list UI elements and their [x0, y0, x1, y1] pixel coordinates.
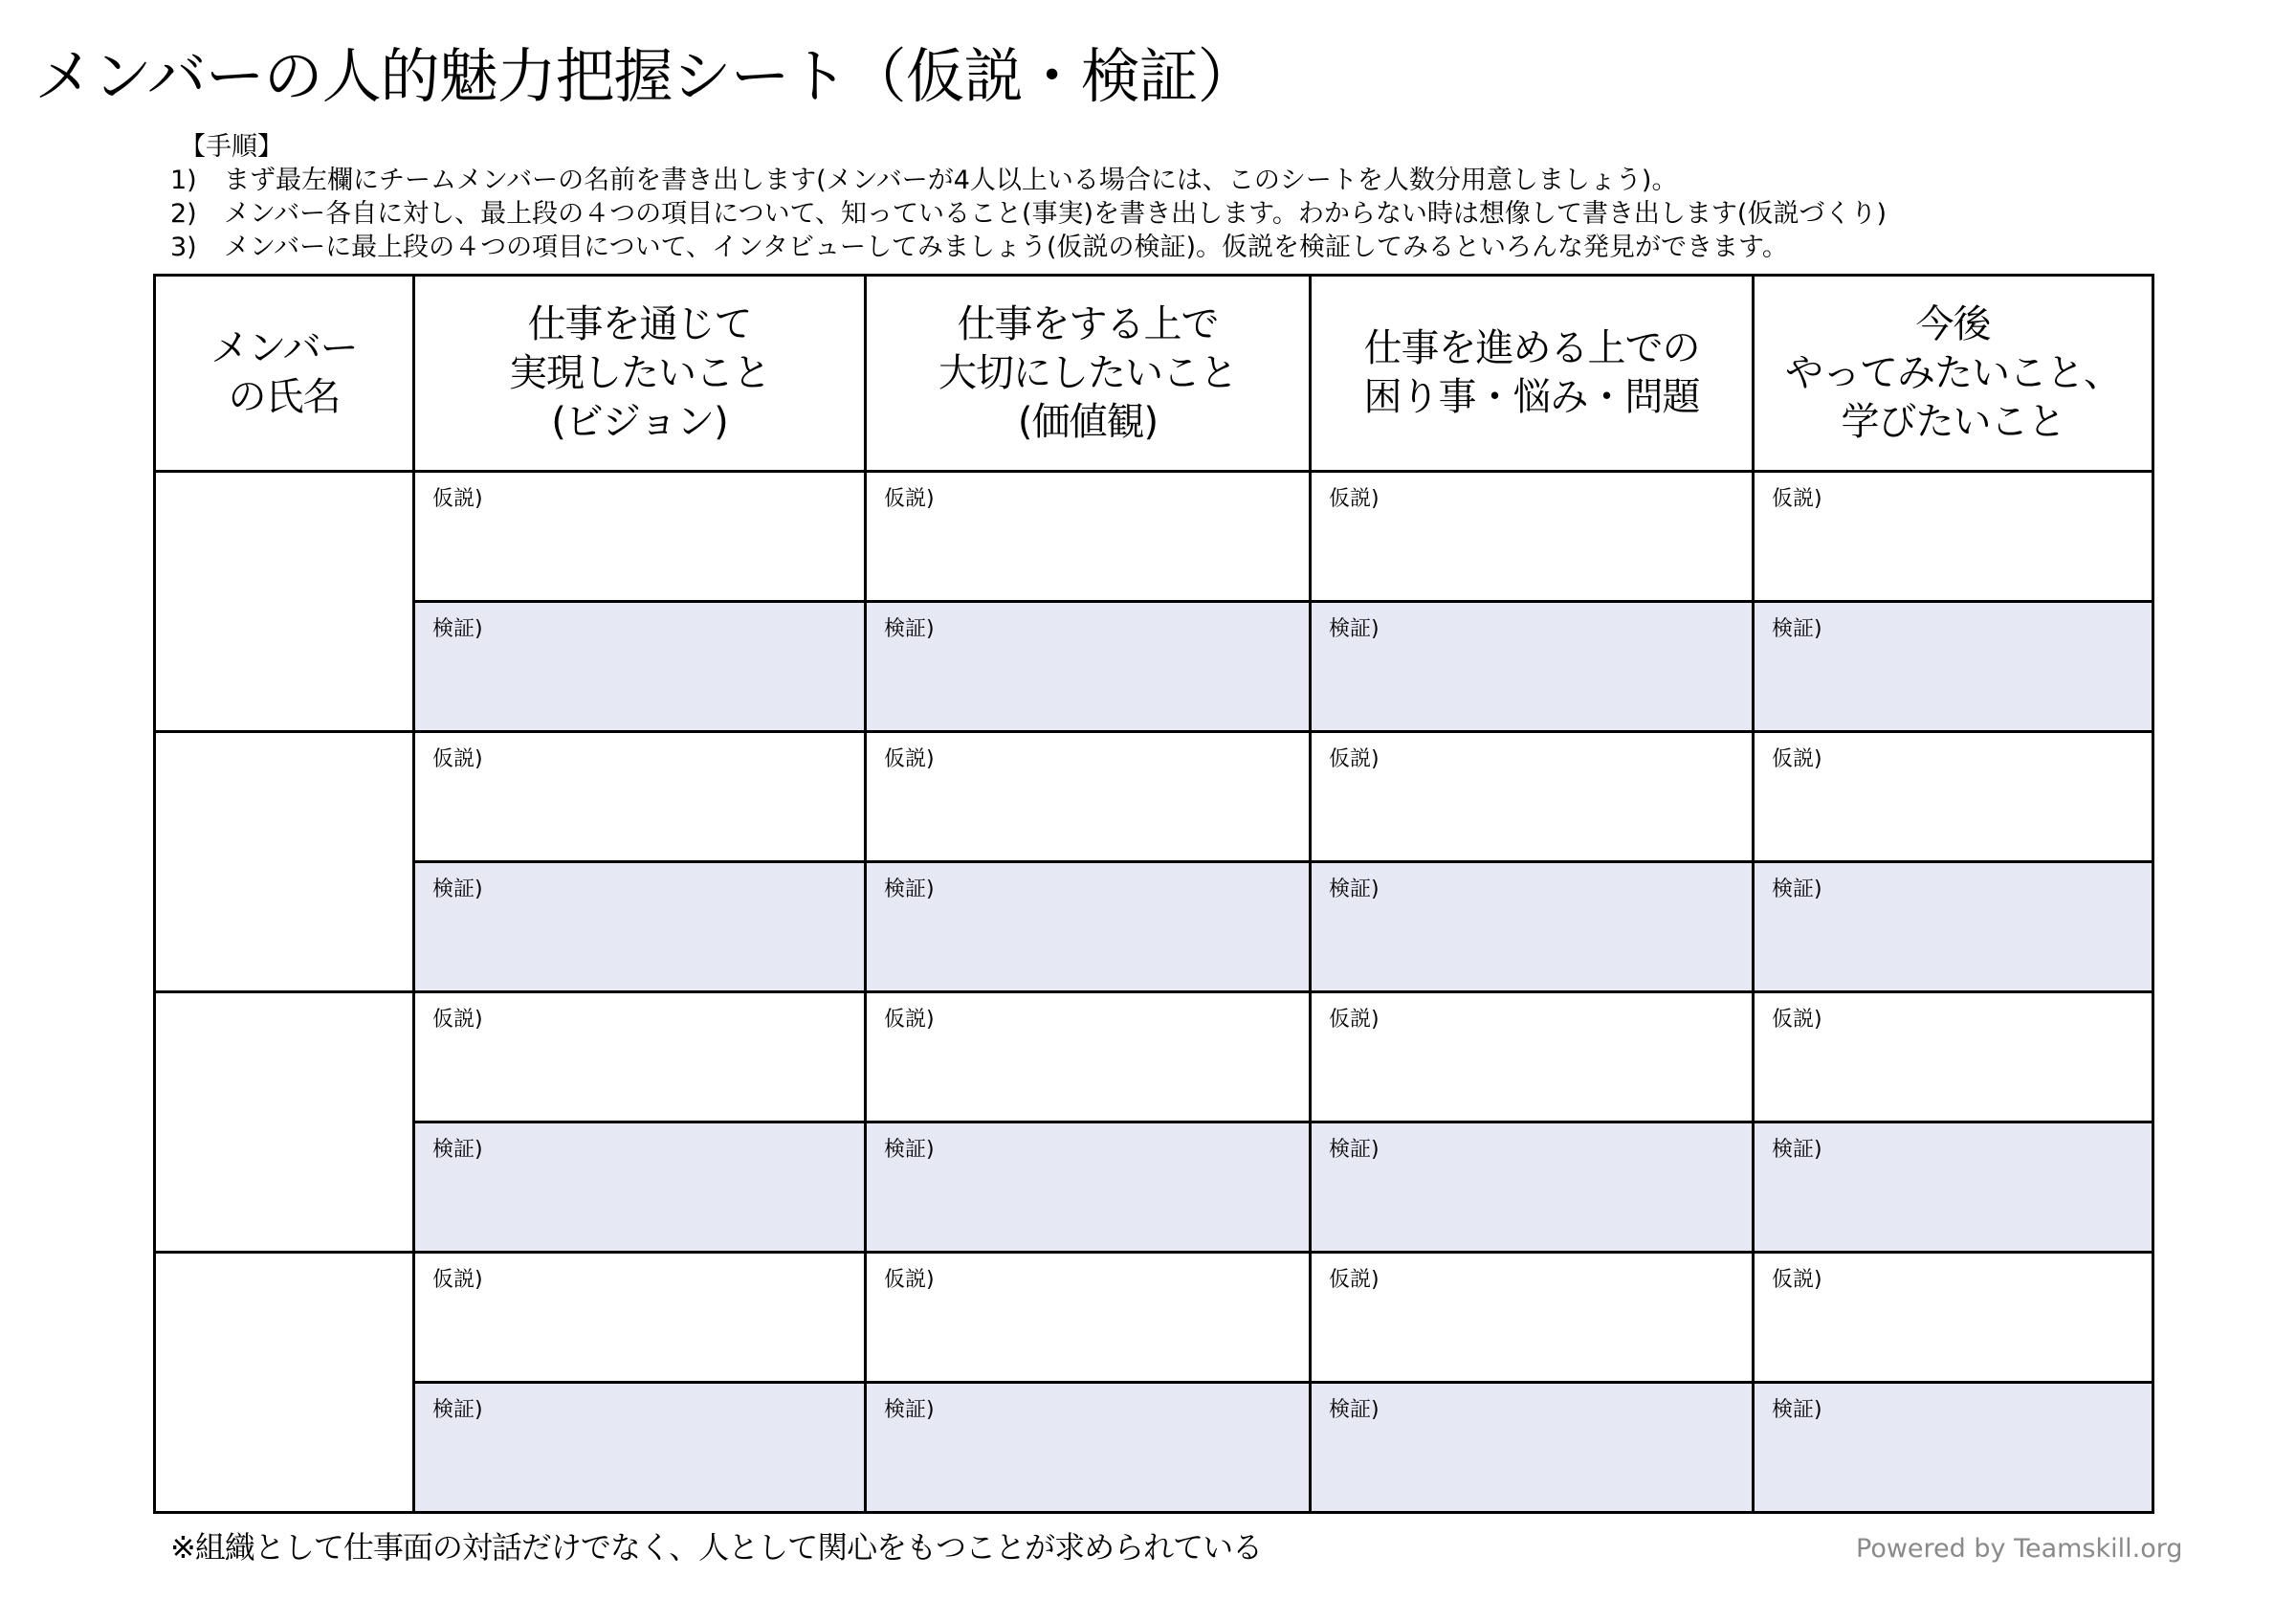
verification-label: 検証): [1329, 878, 1380, 901]
verification-cell[interactable]: [866, 1122, 1311, 1253]
member-name-cell[interactable]: [155, 732, 414, 992]
hypothesis-label: 仮説): [432, 747, 483, 771]
header-label: 仕事を通じて 実現したいこと (ビジョン): [509, 301, 770, 444]
hypothesis-cell[interactable]: [1754, 732, 2153, 862]
header-problems: [1311, 276, 1754, 472]
verification-label: 検証): [884, 1138, 935, 1162]
verification-label: 検証): [1772, 617, 1822, 641]
hypothesis-row: [155, 992, 2153, 1122]
hypothesis-cell[interactable]: [1311, 992, 1754, 1122]
verification-cell[interactable]: [1311, 1122, 1754, 1253]
member-sheet-table: [153, 274, 2154, 1514]
verification-label: 検証): [1329, 1398, 1380, 1422]
hypothesis-label: 仮説): [432, 1008, 483, 1032]
verification-row: [155, 1383, 2153, 1513]
instruction-step: [170, 231, 1887, 264]
header-row: [155, 276, 2153, 472]
verification-cell[interactable]: [414, 862, 866, 992]
header-label: メンバー の氏名: [210, 326, 358, 419]
header-label: 仕事をする上で 大切にしたいこと (価値観): [938, 301, 1237, 444]
hypothesis-label: 仮説): [1772, 1268, 1822, 1292]
verification-cell[interactable]: [414, 1122, 866, 1253]
hypothesis-label: 仮説): [1772, 487, 1822, 511]
step-text: まず最左欄にチームメンバーの名前を書き出します(メンバーが4人以上いる場合には、このシートを人数分用意しましょう)。: [224, 166, 1678, 195]
verification-cell[interactable]: [1754, 1122, 2153, 1253]
verification-cell[interactable]: [1754, 862, 2153, 992]
hypothesis-label: 仮説): [1329, 1268, 1380, 1292]
verification-cell[interactable]: [1311, 1383, 1754, 1513]
hypothesis-label: 仮説): [1772, 747, 1822, 771]
verification-row: [155, 862, 2153, 992]
step-number: 1): [170, 166, 197, 195]
hypothesis-label: 仮説): [432, 487, 483, 511]
hypothesis-label: 仮説): [432, 1268, 483, 1292]
verification-label: 検証): [1772, 878, 1822, 901]
hypothesis-cell[interactable]: [1754, 992, 2153, 1122]
verification-row: [155, 602, 2153, 732]
hypothesis-label: 仮説): [1329, 1008, 1380, 1032]
verification-cell[interactable]: [414, 602, 866, 732]
step-number: 2): [170, 199, 197, 229]
hypothesis-label: 仮説): [884, 487, 935, 511]
hypothesis-label: 仮説): [1772, 1008, 1822, 1032]
hypothesis-cell[interactable]: [1311, 732, 1754, 862]
hypothesis-cell[interactable]: [414, 472, 866, 602]
instructions: [170, 130, 1887, 264]
hypothesis-cell[interactable]: [1754, 472, 2153, 602]
instructions-heading: 【手順】: [180, 132, 283, 162]
header-label: 今後 やってみたいこと、 学びたいこと: [1785, 301, 2121, 444]
verification-row: [155, 1122, 2153, 1253]
hypothesis-cell[interactable]: [866, 732, 1311, 862]
hypothesis-cell[interactable]: [866, 472, 1311, 602]
powered-by-credit: Powered by Teamskill.org: [1856, 1534, 2183, 1564]
hypothesis-label: 仮説): [1329, 487, 1380, 511]
hypothesis-row: [155, 472, 2153, 602]
hypothesis-cell[interactable]: [1754, 1253, 2153, 1383]
header-values: [866, 276, 1311, 472]
step-text: メンバーに最上段の４つの項目について、インタビューしてみましょう(仮説の検証)。仮説を検証してみるといろんな発見ができます。: [224, 233, 1788, 262]
hypothesis-cell[interactable]: [866, 1253, 1311, 1383]
verification-cell[interactable]: [1754, 602, 2153, 732]
hypothesis-row: [155, 732, 2153, 862]
verification-cell[interactable]: [1754, 1383, 2153, 1513]
hypothesis-cell[interactable]: [414, 1253, 866, 1383]
instruction-step: [170, 164, 1887, 197]
verification-cell[interactable]: [866, 602, 1311, 732]
verification-label: 検証): [884, 1398, 935, 1422]
hypothesis-cell[interactable]: [414, 992, 866, 1122]
member-name-cell[interactable]: [155, 992, 414, 1253]
verification-label: 検証): [1772, 1138, 1822, 1162]
hypothesis-cell[interactable]: [866, 992, 1311, 1122]
verification-cell[interactable]: [866, 862, 1311, 992]
hypothesis-cell[interactable]: [1311, 472, 1754, 602]
member-name-cell[interactable]: [155, 1253, 414, 1513]
footer-note: ※組織として仕事面の対話だけでなく、人として関心をもつことが求められている: [170, 1529, 1263, 1566]
verification-label: 検証): [432, 1398, 483, 1422]
verification-cell[interactable]: [414, 1383, 866, 1513]
step-number: 3): [170, 233, 197, 262]
header-aspirations: [1754, 276, 2153, 472]
page-title: メンバーの人的魅力把握シート（仮説・検証）: [34, 41, 1256, 111]
verification-cell[interactable]: [1311, 862, 1754, 992]
verification-label: 検証): [884, 617, 935, 641]
verification-label: 検証): [1772, 1398, 1822, 1422]
verification-cell[interactable]: [866, 1383, 1311, 1513]
hypothesis-label: 仮説): [884, 747, 935, 771]
verification-label: 検証): [432, 1138, 483, 1162]
hypothesis-cell[interactable]: [414, 732, 866, 862]
hypothesis-label: 仮説): [1329, 747, 1380, 771]
verification-label: 検証): [884, 878, 935, 901]
step-text: メンバー各自に対し、最上段の４つの項目について、知っていること(事実)を書き出します。わからない時は想像して書き出します(仮説づくり): [224, 199, 1888, 229]
hypothesis-label: 仮説): [884, 1008, 935, 1032]
header-label: 仕事を進める上での 困り事・悩み・問題: [1363, 326, 1700, 419]
member-name-cell[interactable]: [155, 472, 414, 732]
hypothesis-row: [155, 1253, 2153, 1383]
hypothesis-cell[interactable]: [1311, 1253, 1754, 1383]
hypothesis-label: 仮説): [884, 1268, 935, 1292]
instruction-step: [170, 197, 1887, 231]
verification-label: 検証): [1329, 1138, 1380, 1162]
verification-cell[interactable]: [1311, 602, 1754, 732]
header-member-name: [155, 276, 414, 472]
header-vision: [414, 276, 866, 472]
verification-label: 検証): [432, 878, 483, 901]
verification-label: 検証): [432, 617, 483, 641]
verification-label: 検証): [1329, 617, 1380, 641]
